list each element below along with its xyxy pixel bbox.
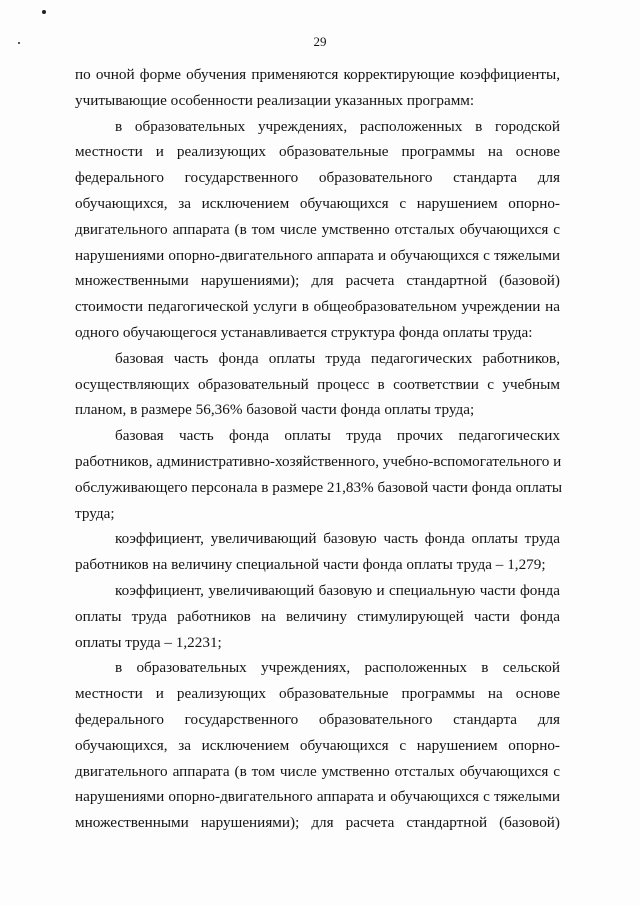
text-line: федерального государственного образовательного стандарта для	[75, 169, 560, 187]
text-line: по очной форме обучения применяются корректирующие коэффициенты,	[75, 66, 560, 83]
text-line: множественными нарушениями); для расчета стандартной (базовой)	[75, 814, 560, 832]
text-line: коэффициент, увеличивающий базовую часть фонда оплаты труда	[115, 530, 560, 548]
text-line: учитывающие особенности реализации указанных программ:	[75, 91, 475, 109]
text-line: труда;	[75, 504, 115, 522]
text-line: обучающихся, за исключением обучающихся с нарушением опорно-	[75, 736, 560, 754]
text-line: оплаты труда – 1,2231;	[75, 633, 222, 651]
text-line: одного обучающегося устанавливается структура фонда оплаты труда:	[75, 323, 533, 341]
text-line: обучающихся, за исключением обучающихся с нарушением опорно-	[75, 194, 560, 212]
text-line: нарушениями опорно-двигательного аппарата и обучающихся с тяжелыми	[75, 246, 560, 264]
text-line: осуществляющих образовательный процесс в соответствии с учебным	[75, 375, 560, 393]
text-line: двигательного аппарата (в том числе умственно отсталых обучающихся с	[75, 220, 560, 238]
text-line: обслуживающего персонала в размере 21,83% базовой части фонда оплаты	[75, 478, 563, 496]
scan-speck	[42, 10, 46, 14]
text-line: федерального государственного образовательного стандарта для	[75, 710, 560, 728]
text-line: местности и реализующих образовательные программы на основе	[75, 685, 560, 703]
text-line: стоимости педагогической услуги в общеобразовательном учреждении на	[75, 298, 560, 316]
text-line: базовая часть фонда оплаты труда педагогических работников,	[115, 349, 560, 367]
text-line: базовая часть фонда оплаты труда прочих педагогических	[115, 427, 560, 445]
text-line: двигательного аппарата (в том числе умственно отсталых обучающихся с	[75, 762, 560, 780]
page-number: 29	[313, 34, 327, 49]
text-line: планом, в размере 56,36% базовой части фонда оплаты труда;	[75, 401, 475, 419]
text-line: множественными нарушениями); для расчета стандартной (базовой)	[75, 272, 560, 290]
text-line: в образовательных учреждениях, расположенных в сельской	[115, 659, 560, 677]
text-line: нарушениями опорно-двигательного аппарата и обучающихся с тяжелыми	[75, 788, 560, 806]
text-line: коэффициент, увеличивающий базовую и специальную части фонда	[115, 581, 560, 599]
text-line: работников на величину специальной части фонда оплаты труда – 1,279;	[75, 556, 546, 574]
text-line: в образовательных учреждениях, расположенных в городской	[115, 117, 560, 135]
text-line: местности и реализующих образовательные программы на основе	[75, 143, 560, 161]
text-line: работников, административно-хозяйственного, учебно-вспомогательного и	[75, 452, 562, 470]
document-body	[75, 62, 563, 836]
text-line: оплаты труда работников на величину стимулирующей части фонда	[75, 607, 560, 625]
